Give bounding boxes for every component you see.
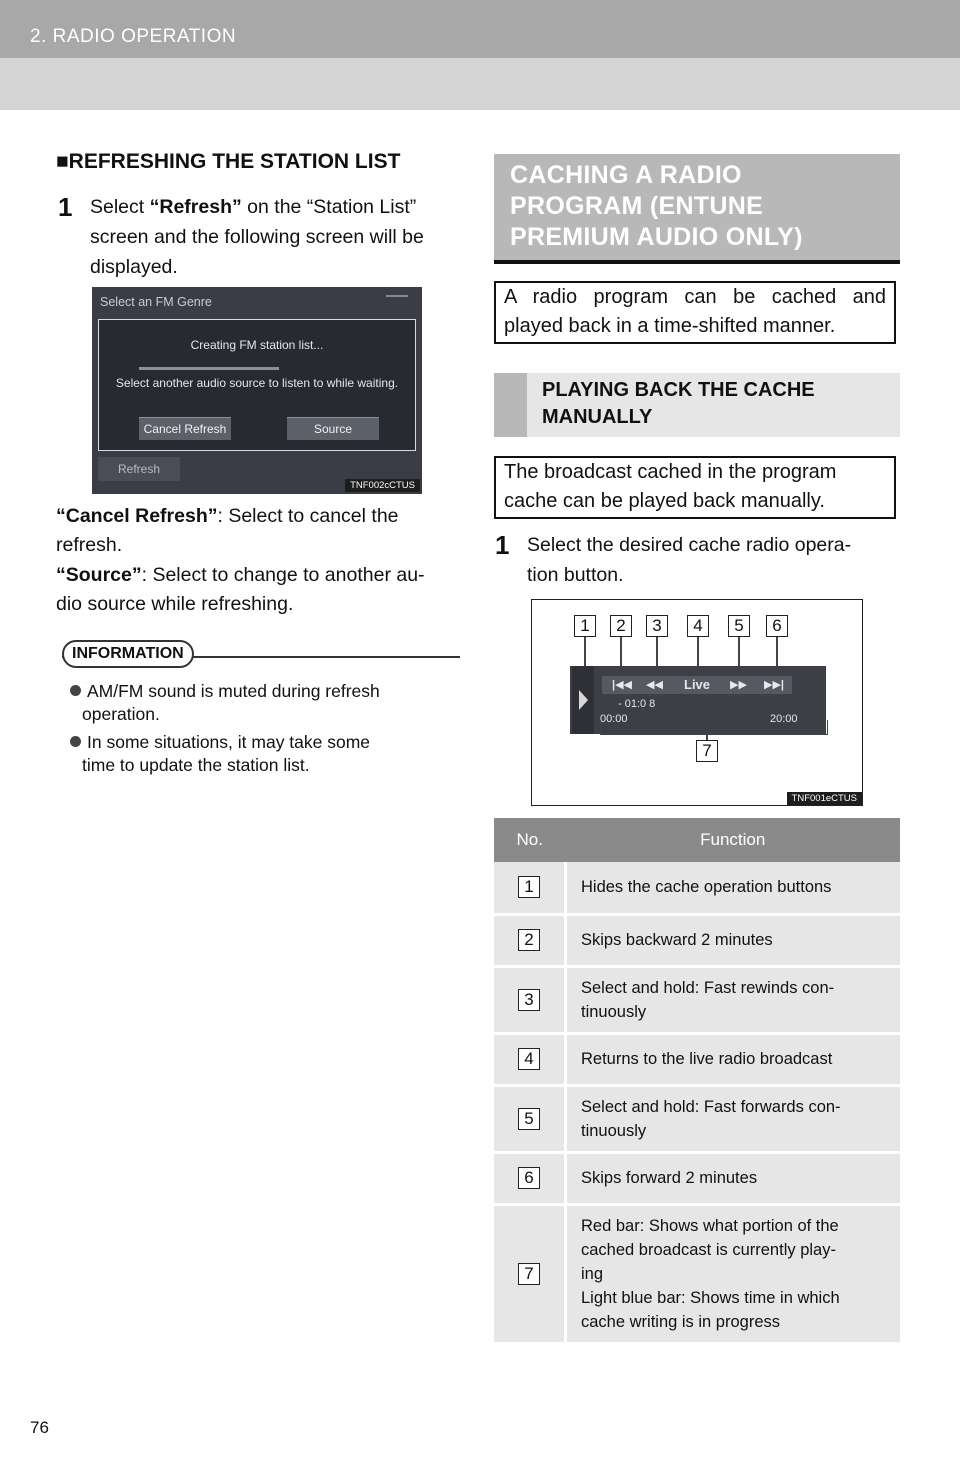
hide-buttons-tab[interactable] <box>572 666 594 734</box>
function-table <box>494 818 900 1345</box>
refresh-button[interactable]: Refresh <box>98 457 180 481</box>
callout-2: 2 <box>610 615 632 637</box>
dialog-status: Creating FM station list... <box>190 338 324 352</box>
time-offset: - 01:0 8 <box>618 698 656 710</box>
row-function: Red bar: Shows what portion of the cached broadcast is currently play- ing Light blue bar: Shows time in which cache writing is in progress <box>566 1204 901 1343</box>
progress-bar <box>139 367 279 370</box>
step-number: 1 <box>495 530 510 560</box>
info-item: In some situations, it may take some time to update the station list. <box>70 731 460 777</box>
table-row <box>494 966 900 1033</box>
back-icon <box>386 295 408 303</box>
playback-intro-box: The broadcast cached in the program cache can be played back manually. <box>494 456 896 519</box>
row-number: 6 <box>518 1167 540 1189</box>
table-header-row <box>494 818 900 862</box>
screen-title: Select an FM Genre <box>100 295 212 309</box>
table-row <box>494 1152 900 1204</box>
cache-bar-bracket <box>600 720 828 735</box>
play-arrow-icon <box>572 666 594 734</box>
row-function: Returns to the live radio broadcast <box>566 1033 901 1085</box>
row-number: 2 <box>518 929 540 951</box>
skip-forward-icon[interactable]: ▶▶| <box>764 679 784 691</box>
step-text: Select “Refresh” on the “Station List” screen and the following screen will be displayed. <box>90 196 424 278</box>
table-row <box>494 1085 900 1152</box>
refresh-section-heading: ■REFRESHING THE STATION LIST <box>56 150 401 173</box>
rewind-icon[interactable]: ◀◀ <box>646 679 663 691</box>
row-number: 5 <box>518 1108 540 1130</box>
table-row <box>494 914 900 966</box>
bullet-icon <box>70 685 81 696</box>
step-number: 1 <box>58 192 73 222</box>
callout-6: 6 <box>766 615 788 637</box>
skip-back-icon[interactable]: |◀◀ <box>612 679 632 691</box>
row-number: 4 <box>518 1048 540 1070</box>
row-function: Skips forward 2 minutes <box>566 1152 901 1204</box>
table-row <box>494 1033 900 1085</box>
row-function: Select and hold: Fast forwards con- tinuously <box>566 1085 901 1152</box>
column-header-no: No. <box>494 818 566 862</box>
row-number: 1 <box>518 876 540 898</box>
page-number: 76 <box>30 1418 49 1437</box>
step-text: Select the desired cache radio opera- tion button. <box>527 534 852 586</box>
table-row <box>494 1204 900 1343</box>
cancel-refresh-description: “Cancel Refresh”: Select to cancel the refresh. <box>56 505 399 556</box>
caching-intro-box: A radio program can be cached and played back in a time-shifted manner. <box>494 281 896 344</box>
refresh-dialog <box>98 319 416 451</box>
callout-5: 5 <box>728 615 750 637</box>
row-function: Select and hold: Fast rewinds con- tinuously <box>566 966 901 1033</box>
callout-4: 4 <box>687 615 709 637</box>
cancel-refresh-button[interactable]: Cancel Refresh <box>139 417 231 440</box>
source-description: “Source”: Select to change to another au- dio source while refreshing. <box>56 564 425 615</box>
page-header <box>0 0 960 110</box>
fast-forward-icon[interactable]: ▶▶ <box>730 679 747 691</box>
callout-1: 1 <box>574 615 596 637</box>
refresh-screen-image <box>92 287 422 494</box>
information-label: INFORMATION <box>62 640 194 668</box>
time-start: 00:00 <box>600 713 628 725</box>
caching-section-heading: CACHING A RADIO PROGRAM (ENTUNE PREMIUM AUDIO ONLY) <box>494 154 900 264</box>
source-button[interactable]: Source <box>287 417 379 440</box>
info-item: AM/FM sound is muted during refresh operation. <box>70 680 460 726</box>
playback-sub-heading: PLAYING BACK THE CACHE MANUALLY <box>494 373 900 437</box>
sub-heading-bar <box>494 373 527 437</box>
cache-controls-image <box>531 599 863 806</box>
table-row <box>494 862 900 914</box>
row-function: Skips backward 2 minutes <box>566 914 901 966</box>
bullet-icon <box>70 736 81 747</box>
column-header-function: Function <box>566 818 901 862</box>
callout-7: 7 <box>696 740 718 762</box>
row-function: Hides the cache operation buttons <box>566 862 901 914</box>
image-code: TNF001eCTUS <box>787 792 862 805</box>
live-button[interactable]: Live <box>684 677 711 692</box>
row-number: 7 <box>518 1263 540 1285</box>
dialog-message: Select another audio source to listen to while waiting. <box>115 376 399 390</box>
image-code: TNF002cCTUS <box>345 479 420 492</box>
section-title: 2. RADIO OPERATION <box>30 26 237 47</box>
row-number: 3 <box>518 989 540 1011</box>
callout-3: 3 <box>646 615 668 637</box>
time-end: 20:00 <box>770 713 798 725</box>
